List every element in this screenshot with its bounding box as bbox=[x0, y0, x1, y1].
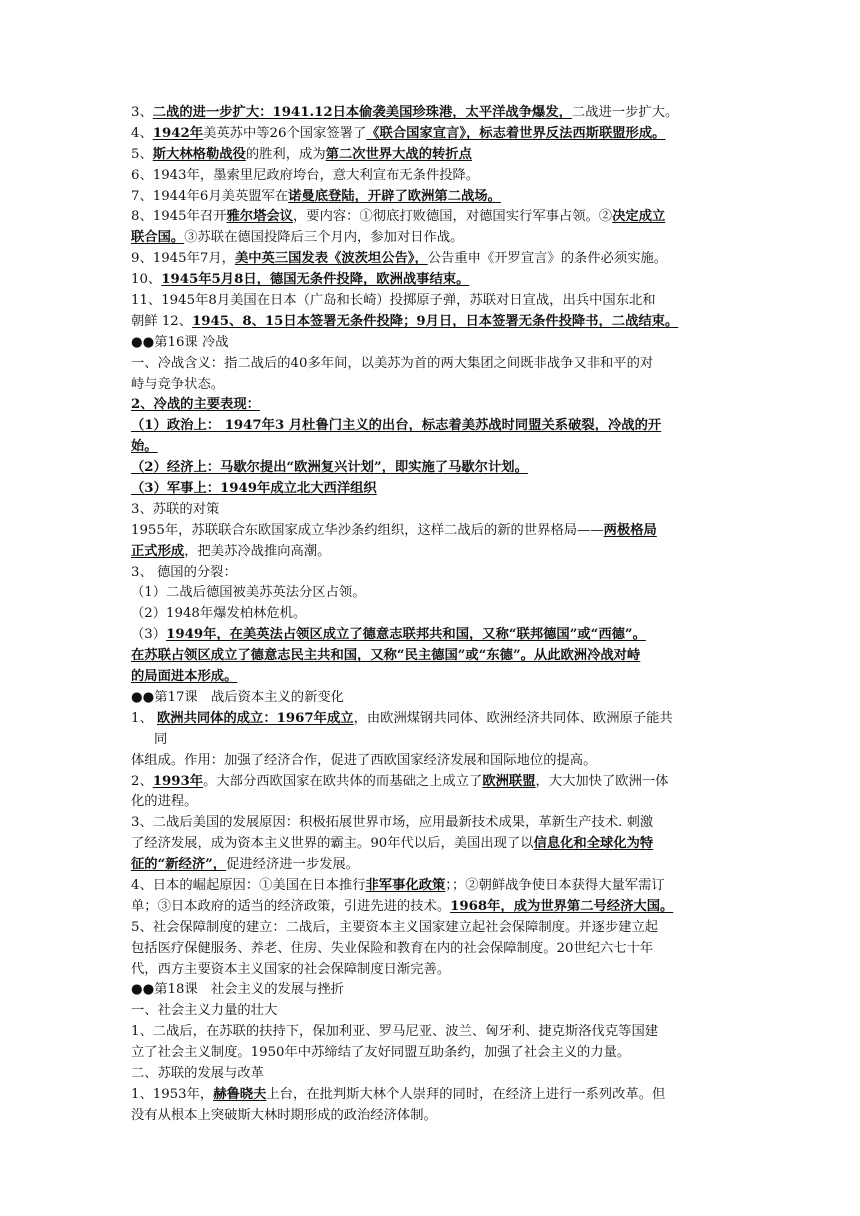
text-span: 7、1944年6月美英盟军在 bbox=[131, 188, 289, 204]
text-span: 峙与竞争状态。 bbox=[131, 376, 225, 392]
text-line bbox=[131, 1022, 731, 1043]
text-span: 1955年，苏联联合东欧国家成立华沙条约组织，这样二战后的新的世界格局—— bbox=[131, 522, 604, 538]
emphasized-text: 二战的进一步扩大：1941.12日本偷袭美国珍珠港，太平洋战争爆发， bbox=[152, 105, 572, 120]
text-line bbox=[131, 772, 731, 793]
text-line bbox=[131, 897, 731, 918]
text-line bbox=[131, 667, 731, 688]
text-span: ③苏联在德国投降后三个月内，参加对日作战。 bbox=[184, 230, 464, 246]
text-span: 5、 bbox=[131, 146, 153, 162]
emphasized-text: 的局面进本形成。 bbox=[131, 669, 238, 685]
text-span: 同 bbox=[154, 731, 168, 747]
text-span: 11、1945年8月美国在日本（广岛和长崎）投掷原子弹，苏联对日宣战，出兵中国东北和 bbox=[131, 293, 656, 309]
text-line bbox=[131, 291, 731, 312]
text-span: 美英苏中等26个国家签署了 bbox=[203, 125, 367, 141]
text-span: 没有从根本上突破斯大林时期形成的政治经济体制。 bbox=[131, 1107, 437, 1123]
emphasized-text: 两极格局 bbox=[603, 522, 657, 538]
text-line bbox=[131, 187, 731, 208]
text-line bbox=[131, 855, 731, 876]
text-line bbox=[131, 207, 731, 228]
text-line bbox=[131, 1064, 731, 1085]
text-span: 二、苏联的发展与改革 bbox=[131, 1065, 264, 1081]
text-line bbox=[131, 876, 731, 897]
text-span: 3、二战后美国的发展原因：积极拓展世界市场，应用最新技术成果，革新生产技术. 刺激 bbox=[131, 815, 654, 831]
emphasized-text: 美中英三国发表《波茨坦公告》， bbox=[234, 251, 428, 267]
emphasized-text: 联合国。 bbox=[131, 230, 185, 246]
text-line bbox=[131, 375, 731, 396]
text-line bbox=[131, 166, 731, 187]
text-line bbox=[131, 124, 731, 145]
text-span: 4、日本的崛起原因：①美国在日本推行 bbox=[131, 877, 366, 893]
text-line bbox=[131, 813, 731, 834]
emphasized-text: 始。 bbox=[131, 439, 158, 455]
text-line bbox=[131, 312, 731, 333]
text-span: 体组成。作用：加强了经济合作，促进了西欧国家经济发展和国际地位的提高。 bbox=[131, 752, 597, 768]
emphasized-text: 在苏联占领区成立了德意志民主共和国，又称“民主德国”或“东德”。从此欧洲冷战对峙 bbox=[131, 648, 641, 664]
text-line bbox=[131, 249, 731, 270]
emphasized-text: 斯大林格勒战役 bbox=[152, 146, 246, 162]
text-span: 促进经济进一步发展。 bbox=[226, 857, 360, 873]
text-span: 的胜利，成为 bbox=[245, 146, 326, 162]
text-span: （2）1948年爆发柏林危机。 bbox=[131, 606, 307, 622]
text-line bbox=[131, 270, 731, 291]
emphasized-text: 决定成立 bbox=[612, 209, 666, 225]
text-line bbox=[131, 521, 731, 542]
emphasized-text: 1993年 bbox=[152, 773, 204, 789]
emphasized-text: 雅尔塔会议 bbox=[226, 209, 293, 225]
emphasized-text: 第二次世界大战的转折点 bbox=[325, 146, 472, 162]
text-span: 。大部分西欧国家在欧共体的而基础之上成立了 bbox=[203, 773, 483, 789]
text-span: 上台，在批判斯大林个人崇拜的同时，在经济上进行一系列改革。但 bbox=[266, 1086, 666, 1102]
emphasized-text: 1949年，在美英法占领区成立了德意志联邦共和国，又称“联邦德国”或“西德”。 bbox=[166, 627, 646, 643]
text-line bbox=[131, 333, 731, 354]
text-line bbox=[131, 751, 731, 772]
emphasized-text: 欧洲共同体的成立：1967年成立 bbox=[156, 710, 354, 726]
text-span: 9、1945年7月， bbox=[131, 251, 235, 267]
emphasized-text: 《联合国家宣言》，标志着世界反法西斯联盟形成。 bbox=[366, 125, 666, 141]
text-line bbox=[131, 1106, 731, 1127]
text-span: ●●第17课 战后资本主义的新变化 bbox=[131, 689, 344, 705]
text-span: 3、苏联的对策 bbox=[131, 501, 220, 517]
text-line bbox=[131, 730, 731, 751]
text-span: 包括医疗保健服务、养老、住房、失业保险和教育在内的社会保障制度。20世纪六七十年 bbox=[131, 940, 654, 956]
text-line bbox=[131, 980, 731, 1001]
text-span: 1、 bbox=[131, 710, 157, 726]
text-span: 5、社会保障制度的建立：二战后，主要资本主义国家建立起社会保障制度。并逐步建立起 bbox=[131, 919, 659, 935]
text-line bbox=[131, 145, 731, 166]
text-line bbox=[131, 688, 731, 709]
text-line bbox=[131, 834, 731, 855]
emphasized-text: 1942年 bbox=[152, 125, 204, 141]
text-line bbox=[131, 458, 731, 479]
emphasized-text: 2、冷战的主要表现： bbox=[131, 397, 260, 413]
text-line bbox=[131, 792, 731, 813]
text-line bbox=[131, 1001, 731, 1022]
text-line bbox=[131, 583, 731, 604]
emphasized-text: 赫鲁晓夫 bbox=[213, 1086, 267, 1102]
emphasized-text: （1）政治上： 1947年3 月杜鲁门主义的出台，标志着美苏战时同盟关系破裂，冷战的开 bbox=[131, 418, 662, 434]
emphasized-text: 非军事化政策 bbox=[365, 877, 446, 893]
text-span: ，大大加快了欧洲一体 bbox=[535, 773, 669, 789]
text-span: ，把美苏冷战推向高潮。 bbox=[184, 543, 331, 559]
text-span: 朝鲜 12、 bbox=[131, 313, 193, 329]
text-line bbox=[131, 542, 731, 563]
text-span: ，由欧洲煤钢共同体、欧洲经济共同体、欧洲原子能共 bbox=[353, 710, 673, 726]
text-span: 一、社会主义力量的壮大 bbox=[131, 1003, 278, 1019]
text-line bbox=[131, 960, 731, 981]
text-span: ，要内容：①彻底打败德国，对德国实行军事占领。② bbox=[292, 209, 613, 225]
text-line bbox=[131, 939, 731, 960]
text-line bbox=[131, 604, 731, 625]
text-line bbox=[131, 918, 731, 939]
text-span: 二战进一步扩大。 bbox=[571, 105, 679, 120]
text-line bbox=[131, 500, 731, 521]
text-span: 4、 bbox=[131, 125, 153, 141]
text-span: 3、 德国的分裂： bbox=[131, 564, 237, 580]
text-span: 立了社会主义制度。1950年中苏缔结了友好同盟互助条约，加强了社会主义的力量。 bbox=[131, 1045, 631, 1061]
text-span: 1、1953年， bbox=[131, 1086, 214, 1102]
text-span: 化的进程。 bbox=[131, 794, 198, 810]
emphasized-text: 1945年5月8日，德国无条件投降，欧洲战事结束。 bbox=[161, 272, 470, 288]
text-line bbox=[131, 103, 731, 124]
emphasized-text: 征的“新经济”， bbox=[131, 857, 227, 873]
emphasized-text: （3）军事上：1949年成立北大西洋组织 bbox=[131, 481, 377, 497]
text-span: 1、二战后，在苏联的扶持下，保加利亚、罗马尼亚、波兰、匈牙利、捷克斯洛伐克等国建 bbox=[131, 1024, 659, 1040]
text-line bbox=[131, 1085, 731, 1106]
text-span: 单；③日本政府的适当的经济政策，引进先进的技术。 bbox=[131, 898, 451, 914]
text-span: 8、1945年召开 bbox=[131, 209, 227, 225]
text-line bbox=[131, 646, 731, 667]
text-line bbox=[131, 1043, 731, 1064]
text-span: ●●第16课 冷战 bbox=[131, 334, 229, 350]
text-span: 3、 bbox=[131, 105, 153, 120]
text-span: 公告重申《开罗宣言》的条件必须实施。 bbox=[427, 251, 668, 267]
text-line bbox=[131, 416, 731, 437]
text-span: （1）二战后德国被美苏英法分区占领。 bbox=[131, 585, 366, 601]
emphasized-text: 信息化和全球化为特 bbox=[533, 836, 654, 852]
text-span: 了经济发展，成为资本主义世界的霸主。90年代以后，美国出现了以 bbox=[131, 836, 534, 852]
text-span: 6、1943年，墨索里尼政府垮台，意大利宣布无条件投降。 bbox=[131, 167, 480, 183]
emphasized-text: 正式形成 bbox=[131, 543, 185, 559]
text-span: ●●第18课 社会主义的发展与挫折 bbox=[131, 982, 344, 998]
text-line bbox=[131, 625, 731, 646]
emphasized-text: 1945、8、15日本签署无条件投降；9月日，日本签署无条件投降书，二战结束。 bbox=[192, 313, 679, 329]
emphasized-text: 欧洲联盟 bbox=[482, 773, 536, 789]
text-span: 10、 bbox=[131, 272, 162, 288]
emphasized-text: （2）经济上：马歇尔提出“欧洲复兴计划”，即实施了马歇尔计划。 bbox=[131, 460, 528, 476]
text-span: 代，西方主要资本主义国家的社会保障制度日渐完善。 bbox=[131, 961, 451, 977]
text-span: 2、 bbox=[131, 773, 153, 789]
emphasized-text: 诺曼底登陆，开辟了欧洲第二战场。 bbox=[288, 188, 501, 204]
text-line bbox=[131, 563, 731, 584]
document-body bbox=[131, 103, 731, 1127]
text-span: ；；②朝鲜战争使日本获得大量军需订 bbox=[445, 877, 665, 893]
text-line bbox=[131, 354, 731, 375]
text-line bbox=[131, 228, 731, 249]
text-line bbox=[131, 437, 731, 458]
text-span: （3） bbox=[131, 627, 167, 643]
text-span: 一、冷战含义：指二战后的40多年间，以美苏为首的两大集团之间既非战争又非和平的对 bbox=[131, 355, 654, 371]
emphasized-text: 1968年，成为世界第二号经济大国。 bbox=[450, 898, 674, 914]
text-line bbox=[131, 709, 731, 730]
text-line bbox=[131, 479, 731, 500]
text-line bbox=[131, 395, 731, 416]
